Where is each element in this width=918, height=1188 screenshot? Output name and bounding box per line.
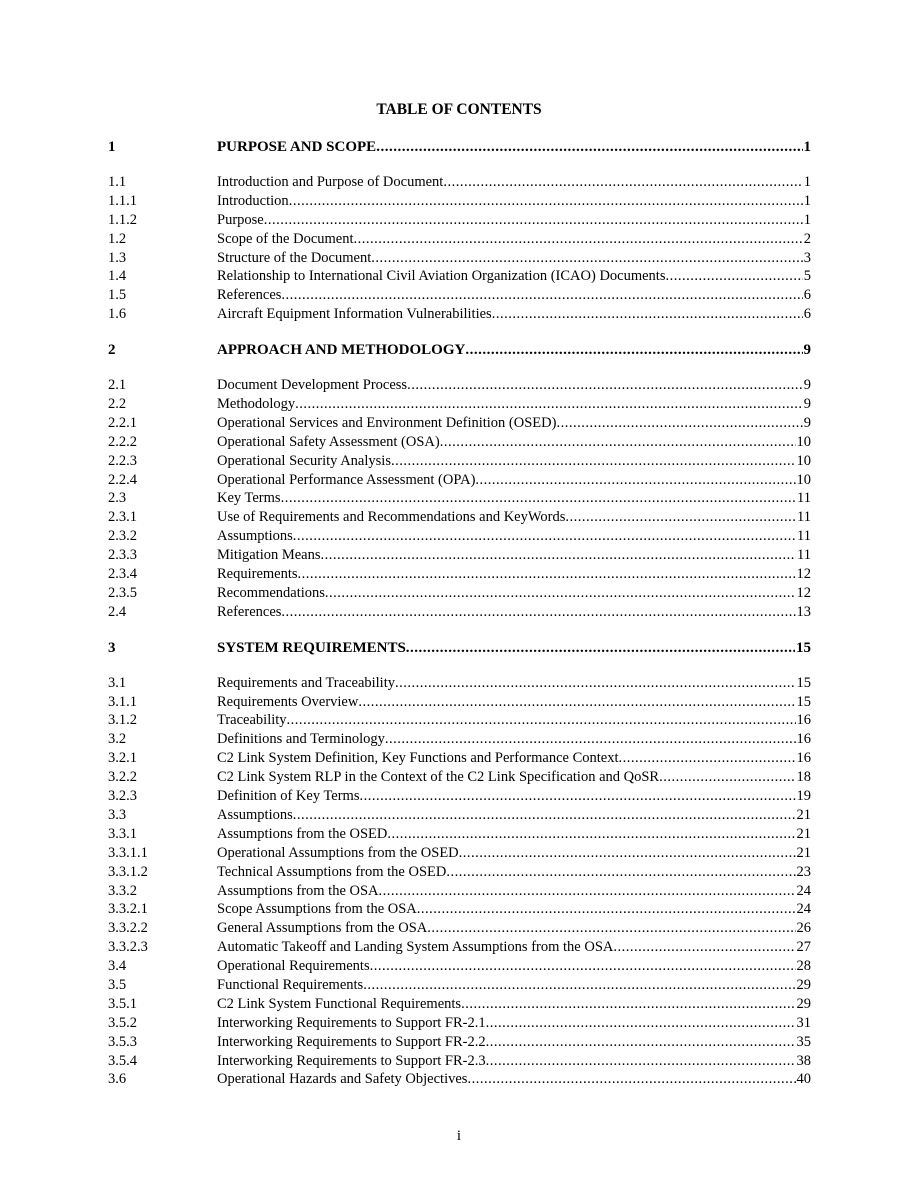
page-number: i [456, 1128, 462, 1144]
toc-entry-number: 2.2.2 [108, 433, 137, 450]
dot-leader [287, 711, 796, 730]
toc-entry-title: General Assumptions from the OSA [217, 920, 428, 937]
dot-leader [613, 938, 795, 957]
toc-entry-title: Definition of Key Terms [217, 788, 360, 805]
toc-entry-number: 3.5 [108, 976, 127, 993]
toc-entry-number: 3.1.1 [108, 693, 137, 710]
toc-entry-title-wrap [217, 249, 803, 268]
dot-leader [475, 471, 795, 490]
toc-entry[interactable] [108, 900, 811, 919]
toc-entry[interactable] [108, 693, 811, 712]
toc-entry-page: 10 [796, 452, 811, 469]
dot-leader [406, 638, 795, 658]
dot-leader [665, 267, 802, 286]
toc-entry-title: Structure of the Document [217, 249, 372, 266]
dot-leader [459, 844, 796, 863]
toc-entry-page: 13 [796, 603, 811, 620]
toc-entry-number: 3.5.3 [108, 1033, 137, 1050]
toc-entry[interactable] [108, 508, 811, 527]
toc-entry-title-wrap [217, 995, 796, 1014]
toc-entry-title-wrap [217, 787, 796, 806]
dot-leader [325, 584, 796, 603]
toc-entry-title-wrap [217, 730, 796, 749]
toc-entry-page: 2 [803, 230, 811, 247]
toc-entry-title-wrap [217, 137, 803, 157]
toc-entry[interactable] [108, 489, 811, 508]
toc-entry-title: Introduction and Purpose of Document [217, 174, 444, 190]
toc-entry-number: 2.1 [108, 377, 127, 394]
toc-entry-number: 3.3.2.3 [108, 939, 148, 956]
toc-entry-number: 3 [108, 639, 116, 656]
toc-entry[interactable] [108, 957, 811, 976]
toc-entry-title: Functional Requirements [217, 976, 364, 993]
toc-entry-page: 24 [796, 901, 811, 918]
toc-entry-page: 1 [803, 211, 811, 228]
toc-entry-title: Introduction [217, 192, 289, 209]
dot-leader [465, 340, 802, 360]
toc-entry-title-wrap [217, 825, 796, 844]
dot-leader [565, 508, 796, 527]
toc-entry-title-wrap [217, 1014, 796, 1033]
toc-entry-number: 3.2.2 [108, 769, 137, 786]
dot-leader [354, 230, 803, 249]
toc-entry-page: 15 [796, 639, 811, 656]
dot-leader [659, 768, 795, 787]
toc-entry-page: 27 [796, 939, 811, 956]
toc-entry-title: Purpose [217, 211, 264, 228]
toc-entry[interactable] [108, 546, 811, 565]
toc-list [108, 137, 811, 1089]
toc-entry-number: 1.1 [108, 174, 127, 190]
toc-entry-title: C2 Link System Functional Requirements [217, 995, 462, 1012]
toc-entry-title-wrap [217, 584, 796, 603]
toc-entry-page: 21 [796, 844, 811, 861]
toc-entry-page: 9 [803, 396, 811, 413]
toc-entry-page: 19 [796, 788, 811, 805]
toc-entry-title-wrap [217, 286, 803, 305]
toc-entry-title: Definitions and Terminology [217, 731, 385, 748]
toc-entry-page: 18 [796, 769, 811, 786]
toc-entry-number: 2 [108, 342, 116, 359]
dot-leader [264, 211, 803, 230]
toc-entry-title: References [217, 287, 282, 304]
toc-entry-title-wrap [217, 376, 803, 395]
toc-entry[interactable] [108, 674, 811, 693]
toc-entry[interactable] [108, 305, 811, 324]
toc-entry-page: 1 [803, 139, 811, 155]
dot-leader [293, 806, 796, 825]
toc-entry[interactable] [108, 863, 811, 882]
toc-entry-title-wrap [217, 638, 795, 658]
toc-entry-page: 21 [796, 806, 811, 823]
toc-entry-title: Use of Requirements and Recommendations and KeyWords [217, 509, 566, 526]
toc-entry-title: Operational Hazards and Safety Objectives [217, 1071, 468, 1088]
toc-entry-title-wrap [217, 452, 796, 471]
dot-leader [298, 565, 796, 584]
toc-entry-number: 2.2 [108, 396, 127, 413]
dot-leader [427, 919, 795, 938]
dot-leader [387, 825, 795, 844]
toc-entry-title: Recommendations [217, 584, 325, 601]
toc-entry-number: 3.3.2 [108, 882, 137, 899]
toc-entry-page: 11 [797, 528, 811, 545]
dot-leader [281, 286, 802, 305]
toc-entry-title-wrap [217, 976, 796, 995]
toc-entry[interactable] [108, 825, 811, 844]
toc-entry[interactable] [108, 1052, 811, 1071]
dot-leader [486, 1052, 796, 1071]
toc-entry-title: Requirements Overview [217, 693, 359, 710]
toc-entry-number: 2.3.2 [108, 528, 137, 545]
toc-entry[interactable] [108, 249, 811, 268]
toc-entry[interactable] [108, 192, 811, 211]
toc-entry-title: References [217, 603, 282, 620]
toc-entry[interactable] [108, 976, 811, 995]
toc-entry[interactable] [108, 230, 811, 249]
toc-entry-title-wrap [217, 844, 796, 863]
toc-entry-page: 3 [803, 249, 811, 266]
toc-entry-title-wrap [217, 957, 796, 976]
dot-leader [556, 414, 802, 433]
toc-entry-page: 15 [796, 674, 811, 691]
dot-leader [385, 730, 796, 749]
toc-entry-number: 1.6 [108, 306, 127, 323]
toc-entry-title-wrap [217, 305, 803, 324]
dot-leader [281, 603, 795, 622]
toc-entry-number: 2.3 [108, 490, 127, 507]
toc-entry-page: 6 [803, 306, 811, 323]
toc-entry-title-wrap [217, 900, 796, 919]
dot-leader [358, 693, 795, 712]
toc-entry-title: SYSTEM REQUIREMENTS [217, 639, 406, 656]
toc-section-heading[interactable] [108, 638, 811, 658]
dot-leader [376, 137, 802, 157]
toc-entry-page: 11 [797, 547, 811, 564]
toc-title: TABLE OF CONTENTS [376, 101, 542, 118]
toc-entry-number: 1.2 [108, 230, 127, 247]
toc-entry-number: 2.2.4 [108, 471, 137, 488]
toc-entry[interactable] [108, 730, 811, 749]
toc-entry-number: 1.3 [108, 249, 127, 266]
toc-entry-title-wrap [217, 471, 796, 490]
toc-entry-number: 3.5.4 [108, 1052, 137, 1069]
toc-entry-number: 2.3.1 [108, 509, 137, 526]
toc-entry-page: 26 [796, 920, 811, 937]
dot-leader [443, 173, 802, 192]
toc-entry-page: 11 [797, 490, 811, 507]
toc-entry-page: 1 [803, 174, 811, 190]
toc-entry-number: 1.1.2 [108, 211, 137, 228]
toc-entry-page: 16 [796, 712, 811, 729]
toc-entry-page: 10 [796, 471, 811, 488]
toc-entry-title: Operational Requirements [217, 958, 370, 975]
toc-entry-page: 6 [803, 287, 811, 304]
toc-entry-number: 3.3.1 [108, 825, 137, 842]
toc-entry-number: 1.1.1 [108, 192, 137, 209]
toc-entry-title: Operational Performance Assessment (OPA) [217, 471, 476, 488]
toc-entry-title: Assumptions [217, 806, 293, 823]
toc-entry-title: Traceability [217, 712, 287, 729]
toc-entry-title-wrap [217, 1070, 796, 1089]
toc-entry[interactable] [108, 768, 811, 787]
toc-entry[interactable] [108, 806, 811, 825]
toc-entry-number: 3.1.2 [108, 712, 137, 729]
toc-entry-page: 38 [796, 1052, 811, 1069]
toc-entry-page: 16 [796, 731, 811, 748]
toc-entry-title: Relationship to International Civil Aviation Organization (ICAO) Documents [217, 268, 666, 285]
toc-entry-number: 3.5.2 [108, 1014, 137, 1031]
toc-entry-title-wrap [217, 192, 803, 211]
toc-entry-title: Requirements and Traceability [217, 674, 395, 691]
toc-entry-page: 24 [796, 882, 811, 899]
toc-entry-title-wrap [217, 863, 796, 882]
toc-entry-page: 10 [796, 433, 811, 450]
toc-entry-title-wrap [217, 546, 796, 565]
toc-entry-page: 12 [796, 584, 811, 601]
toc-entry-number: 2.3.4 [108, 566, 137, 583]
toc-entry-number: 2.4 [108, 603, 127, 620]
toc-entry[interactable] [108, 414, 811, 433]
toc-entry-title: Key Terms [217, 490, 281, 507]
toc-entry-number: 3.2.1 [108, 750, 137, 767]
toc-entry-title: Interworking Requirements to Support FR-2.3 [217, 1052, 486, 1069]
toc-entry-title-wrap [217, 527, 796, 546]
toc-entry[interactable] [108, 919, 811, 938]
toc-entry-title-wrap [217, 882, 796, 901]
toc-entry-number: 3.3 [108, 806, 127, 823]
toc-entry[interactable] [108, 787, 811, 806]
toc-entry-title: Interworking Requirements to Support FR-2.1 [217, 1014, 486, 1031]
dot-leader [486, 1014, 796, 1033]
dot-leader [293, 527, 796, 546]
toc-entry[interactable] [108, 376, 811, 395]
toc-entry-title: Technical Assumptions from the OSED [217, 863, 447, 880]
dot-leader [363, 976, 795, 995]
toc-entry-number: 2.2.3 [108, 452, 137, 469]
toc-entry-number: 2.3.3 [108, 547, 137, 564]
toc-entry-title-wrap [217, 919, 796, 938]
dot-leader [492, 305, 803, 324]
toc-entry-title-wrap [217, 340, 803, 360]
dot-leader [407, 376, 803, 395]
toc-entry-title: Document Development Process [217, 377, 408, 394]
toc-entry-number: 1.4 [108, 268, 127, 285]
toc-entry-page: 11 [797, 509, 811, 526]
toc-entry-title-wrap [217, 711, 796, 730]
toc-entry[interactable] [108, 749, 811, 768]
toc-entry[interactable] [108, 286, 811, 305]
dot-leader [321, 546, 797, 565]
toc-entry-title-wrap [217, 211, 803, 230]
toc-section-heading[interactable] [108, 340, 811, 360]
toc-entry-title-wrap [217, 173, 803, 192]
toc-entry-title-wrap [217, 674, 796, 693]
toc-entry-title-wrap [217, 395, 803, 414]
toc-entry[interactable] [108, 173, 811, 192]
toc-entry-page: 16 [796, 750, 811, 767]
dot-leader [371, 249, 803, 268]
dot-leader [370, 957, 796, 976]
toc-entry-page: 29 [796, 995, 811, 1012]
toc-entry-number: 3.4 [108, 958, 127, 975]
toc-entry-title-wrap [217, 806, 796, 825]
toc-entry-page: 23 [796, 863, 811, 880]
toc-entry-title: Scope of the Document [217, 230, 354, 247]
dot-leader [619, 749, 796, 768]
dot-leader [391, 452, 796, 471]
toc-entry[interactable] [108, 433, 811, 452]
toc-entry-number: 1.5 [108, 287, 127, 304]
toc-entry-title: Interworking Requirements to Support FR-2.2 [217, 1033, 486, 1050]
toc-entry-title-wrap [217, 1052, 796, 1071]
toc-entry-title: Methodology [217, 396, 296, 413]
toc-entry-number: 2.2.1 [108, 414, 137, 431]
toc-entry-title-wrap [217, 230, 803, 249]
dot-leader [417, 900, 796, 919]
dot-leader [467, 1070, 795, 1089]
toc-entry-title: Assumptions [217, 528, 293, 545]
toc-entry-title-wrap [217, 749, 796, 768]
toc-entry-title: Mitigation Means [217, 547, 321, 564]
toc-section-heading[interactable] [108, 137, 811, 157]
dot-leader [440, 433, 796, 452]
toc-entry-number: 1 [108, 139, 116, 155]
toc-entry-title-wrap [217, 938, 796, 957]
toc-entry-number: 3.2 [108, 731, 127, 748]
toc-entry-title: Aircraft Equipment Information Vulnerabilities [217, 306, 492, 323]
toc-entry[interactable] [108, 395, 811, 414]
toc-entry-title-wrap [217, 1033, 796, 1052]
toc-entry[interactable] [108, 1014, 811, 1033]
dot-leader [289, 192, 803, 211]
dot-leader [281, 489, 796, 508]
toc-entry[interactable] [108, 584, 811, 603]
toc-entry-number: 3.5.1 [108, 995, 137, 1012]
toc-entry-title-wrap [217, 414, 803, 433]
toc-entry-page: 21 [796, 825, 811, 842]
toc-entry-number: 3.3.1.1 [108, 844, 148, 861]
toc-entry[interactable] [108, 938, 811, 957]
toc-entry-page: 5 [803, 268, 811, 285]
toc-entry[interactable] [108, 471, 811, 490]
toc-entry-title-wrap [217, 565, 796, 584]
toc-entry-title: Assumptions from the OSED [217, 825, 388, 842]
toc-entry-page: 35 [796, 1033, 811, 1050]
dot-leader [395, 674, 796, 693]
toc-entry[interactable] [108, 844, 811, 863]
toc-entry[interactable] [108, 1033, 811, 1052]
toc-entry-title: Automatic Takeoff and Landing System Assumptions from the OSA [217, 939, 614, 956]
toc-entry[interactable] [108, 211, 811, 230]
toc-entry-title: Operational Security Analysis [217, 452, 391, 469]
dot-leader [486, 1033, 796, 1052]
toc-entry-number: 3.3.2.2 [108, 920, 148, 937]
dot-leader [379, 882, 796, 901]
toc-entry-number: 3.1 [108, 674, 127, 691]
toc-entry-title: Scope Assumptions from the OSA [217, 901, 417, 918]
toc-entry-title: C2 Link System Definition, Key Functions and Performance Context [217, 750, 619, 767]
dot-leader [295, 395, 803, 414]
toc-entry-page: 15 [796, 693, 811, 710]
toc-entry-title-wrap [217, 603, 796, 622]
toc-entry-number: 3.3.1.2 [108, 863, 148, 880]
dot-leader [461, 995, 795, 1014]
toc-entry-title-wrap [217, 489, 796, 508]
toc-entry-number: 2.3.5 [108, 584, 137, 601]
toc-entry[interactable] [108, 452, 811, 471]
toc-entry[interactable] [108, 603, 811, 622]
toc-entry-page: 31 [796, 1014, 811, 1031]
toc-entry-page: 28 [796, 958, 811, 975]
toc-entry-title: C2 Link System RLP in the Context of the C2 Link Specification and QoSR [217, 769, 660, 786]
toc-entry-number: 3.2.3 [108, 788, 137, 805]
toc-entry-page: 9 [803, 377, 811, 394]
toc-entry[interactable] [108, 267, 811, 286]
dot-leader [446, 863, 795, 882]
toc-entry-title: Operational Assumptions from the OSED [217, 844, 459, 861]
toc-entry-title: Operational Safety Assessment (OSA) [217, 433, 440, 450]
toc-entry-title: Operational Services and Environment Definition (OSED) [217, 414, 557, 431]
toc-entry-title-wrap [217, 433, 796, 452]
toc-entry-title: PURPOSE AND SCOPE [217, 139, 377, 155]
toc-entry[interactable] [108, 995, 811, 1014]
toc-entry-title: Assumptions from the OSA [217, 882, 379, 899]
toc-entry-page: 1 [803, 192, 811, 209]
toc-entry-number: 3.6 [108, 1071, 127, 1088]
toc-entry[interactable] [108, 565, 811, 584]
toc-entry[interactable] [108, 527, 811, 546]
toc-entry-page: 9 [803, 342, 811, 359]
toc-entry-page: 29 [796, 976, 811, 993]
toc-entry-page: 12 [796, 566, 811, 583]
dot-leader [359, 787, 795, 806]
toc-entry-page: 9 [803, 414, 811, 431]
toc-entry-title-wrap [217, 267, 803, 286]
toc-entry-title-wrap [217, 693, 796, 712]
toc-entry[interactable] [108, 711, 811, 730]
toc-entry-title: Requirements [217, 566, 298, 583]
toc-entry[interactable] [108, 1070, 811, 1089]
toc-entry-page: 40 [796, 1071, 811, 1088]
toc-entry-title-wrap [217, 768, 796, 787]
toc-entry[interactable] [108, 882, 811, 901]
toc-entry-number: 3.3.2.1 [108, 901, 148, 918]
toc-entry-title-wrap [217, 508, 796, 527]
toc-entry-title: APPROACH AND METHODOLOGY [217, 342, 466, 359]
